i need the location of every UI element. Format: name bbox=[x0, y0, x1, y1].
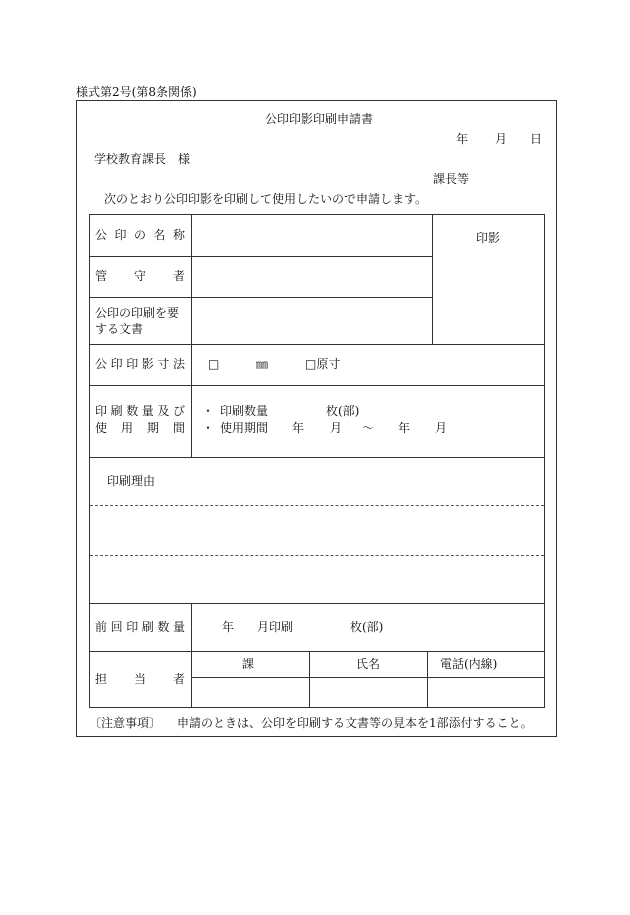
seal-size-label: 公 印 印 影 寸 法 bbox=[95, 357, 185, 371]
person-in-charge-label: 担 当 者 bbox=[95, 672, 185, 686]
form-title: 公印印影印刷申請書 bbox=[265, 112, 374, 126]
document-label-line2: する文書 bbox=[95, 322, 144, 336]
period-text: 使用期間 bbox=[220, 421, 269, 435]
period-tilde: ～ bbox=[362, 421, 375, 435]
quantity-unit: 枚(部) bbox=[326, 404, 360, 418]
document-label-line1: 公印の印刷を要 bbox=[95, 306, 180, 320]
quantity-text: 印刷数量 bbox=[220, 404, 269, 418]
column-name: 氏名 bbox=[356, 657, 381, 671]
size-checkbox-mm[interactable]: □ bbox=[208, 357, 220, 371]
addressee: 学校教育課長 様 bbox=[94, 152, 191, 166]
period-month-2: 月 bbox=[435, 421, 448, 435]
intro-text: 次のとおり公印印影を印刷して使用したいので申請します。 bbox=[104, 192, 428, 206]
note-text: 申請のときは、公印を印刷する文書等の見本を1部添付すること。 bbox=[177, 716, 533, 730]
applicant-title: 課長等 bbox=[433, 172, 470, 186]
period-year-2: 年 bbox=[398, 421, 411, 435]
bullet: ・ bbox=[202, 404, 215, 418]
period-year-1: 年 bbox=[292, 421, 305, 435]
column-section: 課 bbox=[242, 657, 255, 671]
previous-month: 月印刷 bbox=[257, 620, 294, 634]
previous-unit: 枚(部) bbox=[350, 620, 384, 634]
column-phone: 電話(内線) bbox=[440, 657, 498, 671]
seal-impression-label: 印影 bbox=[476, 231, 501, 245]
application-table bbox=[89, 214, 545, 708]
quantity-period-label-line2: 使 用 期 間 bbox=[95, 421, 185, 435]
bullet: ・ bbox=[202, 421, 215, 435]
quantity-period-label-line1: 印 刷 数 量 及 び bbox=[95, 404, 185, 418]
size-unit-mm: ㎜ bbox=[256, 357, 269, 371]
seal-name-label: 公 印 の 名 称 bbox=[95, 228, 185, 242]
date-day: 日 bbox=[530, 132, 543, 146]
print-reason-label: 印刷理由 bbox=[107, 474, 156, 488]
date-year: 年 bbox=[456, 132, 469, 146]
period-month-1: 月 bbox=[330, 421, 343, 435]
form-number: 様式第2号(第8条関係) bbox=[76, 85, 197, 99]
note-label: 〔注意事項〕 bbox=[89, 716, 162, 730]
previous-year: 年 bbox=[222, 620, 235, 634]
date-month: 月 bbox=[495, 132, 508, 146]
size-checkbox-actual[interactable]: □原寸 bbox=[305, 357, 341, 371]
application-form bbox=[76, 100, 557, 737]
previous-quantity-label: 前 回 印 刷 数 量 bbox=[95, 620, 185, 634]
custodian-label: 管 守 者 bbox=[95, 269, 185, 283]
